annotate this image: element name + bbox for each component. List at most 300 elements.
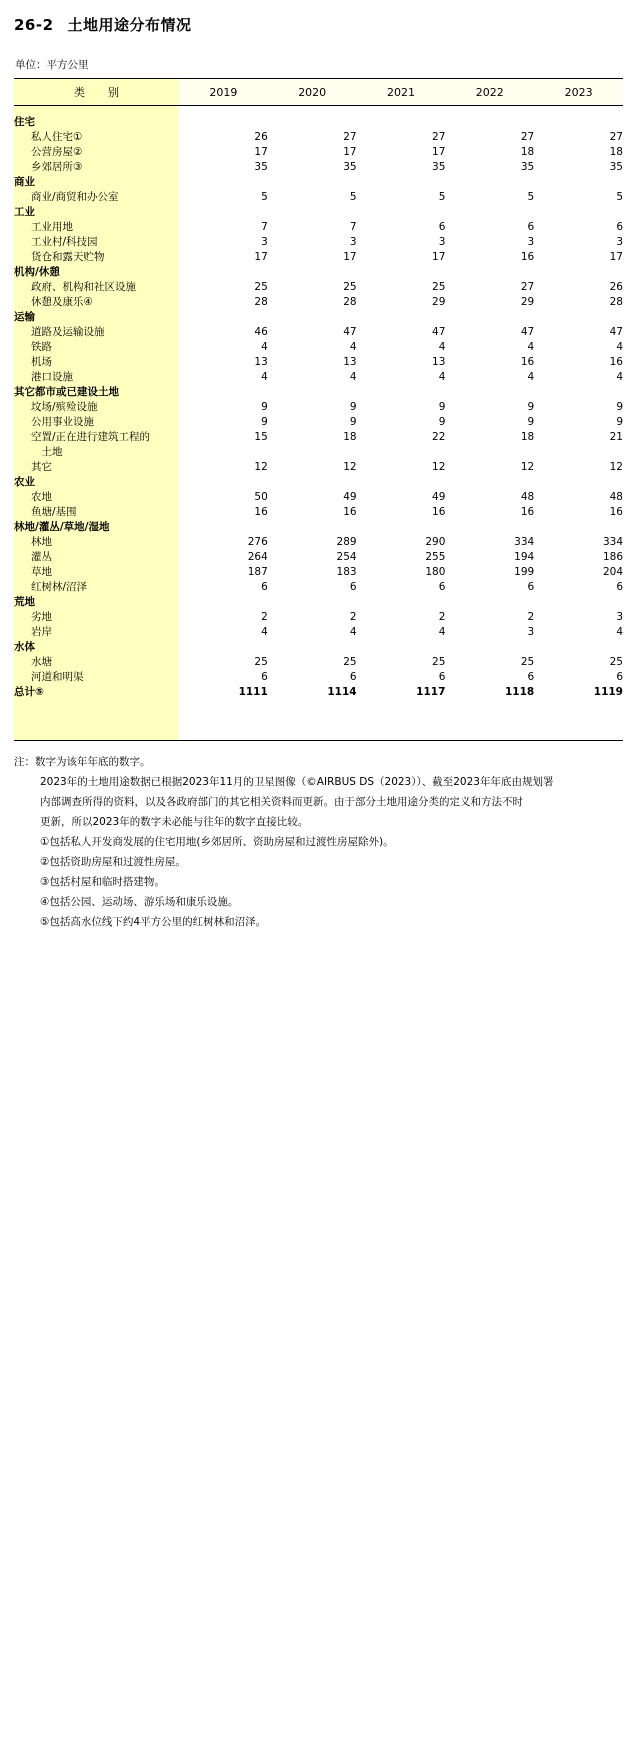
row-label: 鱼塘/基围 [14, 505, 179, 520]
row-group-label: 水体 [14, 640, 179, 655]
row-value [357, 640, 446, 655]
row-value: 12 [179, 460, 268, 475]
row-value: 25 [357, 280, 446, 295]
table-row [14, 145, 623, 160]
row-value: 25 [445, 655, 534, 670]
table-head [14, 79, 623, 106]
row-label: 乡郊居所③ [14, 160, 179, 175]
row-label: 私人住宅① [14, 130, 179, 145]
row-value: 9 [534, 400, 623, 415]
row-group-label: 运输 [14, 310, 179, 325]
table-row [14, 205, 623, 220]
row-value: 27 [534, 130, 623, 145]
row-label: 工业用地 [14, 220, 179, 235]
table-row [14, 565, 623, 580]
row-value: 1117 [357, 685, 446, 700]
row-value: 3 [357, 235, 446, 250]
row-value: 9 [357, 415, 446, 430]
table-row [14, 505, 623, 520]
row-value: 18 [445, 145, 534, 160]
row-value [534, 310, 623, 325]
table-title: 土地用途分布情况 [67, 16, 192, 34]
row-label: 港口设施 [14, 370, 179, 385]
row-value: 50 [179, 490, 268, 505]
table-row [14, 235, 623, 250]
spacer-cell [534, 106, 623, 116]
row-value: 29 [357, 295, 446, 310]
row-value [179, 595, 268, 610]
row-value: 4 [357, 370, 446, 385]
row-label: 公营房屋② [14, 145, 179, 160]
row-value: 13 [357, 355, 446, 370]
row-value: 15 [179, 430, 268, 445]
row-label: 机场 [14, 355, 179, 370]
row-value: 28 [534, 295, 623, 310]
row-value [445, 310, 534, 325]
table-tail-row [14, 700, 623, 740]
row-value: 12 [357, 460, 446, 475]
row-label: 道路及运输设施 [14, 325, 179, 340]
row-value: 28 [179, 295, 268, 310]
row-value: 47 [268, 325, 357, 340]
row-label: 工业村/科技园 [14, 235, 179, 250]
row-value: 6 [445, 670, 534, 685]
table-row [14, 520, 623, 535]
row-value: 18 [445, 430, 534, 445]
row-value: 13 [179, 355, 268, 370]
row-value [268, 310, 357, 325]
row-value: 27 [357, 130, 446, 145]
row-value: 4 [268, 370, 357, 385]
row-value: 17 [179, 145, 268, 160]
row-value [268, 175, 357, 190]
row-value: 25 [357, 655, 446, 670]
row-value [534, 205, 623, 220]
row-group-label: 其它都市或已建设土地 [14, 385, 179, 400]
row-value: 5 [445, 190, 534, 205]
row-value: 5 [357, 190, 446, 205]
row-value: 47 [357, 325, 446, 340]
row-value [357, 445, 446, 460]
row-value: 12 [445, 460, 534, 475]
footnote-line: ①包括私人开发商发展的住宅用地(乡郊居所、资助房屋和过渡性房屋除外)。 [40, 836, 394, 848]
row-value [357, 475, 446, 490]
row-label: 河道和明渠 [14, 670, 179, 685]
table-number: 26-2 [14, 16, 54, 34]
row-value: 18 [534, 145, 623, 160]
row-value: 35 [179, 160, 268, 175]
row-value: 3 [445, 625, 534, 640]
row-value: 180 [357, 565, 446, 580]
row-value: 4 [445, 370, 534, 385]
row-value [445, 115, 534, 130]
table-row [14, 490, 623, 505]
row-value: 17 [268, 250, 357, 265]
row-value [357, 265, 446, 280]
row-value: 16 [357, 505, 446, 520]
row-value: 35 [534, 160, 623, 175]
row-total-label: 总计⑤ [14, 685, 179, 700]
column-header-year: 2023 [534, 79, 623, 106]
row-value: 2 [445, 610, 534, 625]
row-label: 草地 [14, 565, 179, 580]
table-row [14, 295, 623, 310]
row-value: 25 [268, 280, 357, 295]
footnote-line: ⑤包括高水位线下约4平方公里的红树林和沼泽。 [40, 916, 267, 928]
table-row [14, 385, 623, 400]
row-value [268, 265, 357, 280]
spacer-cell [179, 106, 268, 116]
table-row [14, 580, 623, 595]
row-value: 9 [445, 415, 534, 430]
row-value: 16 [179, 505, 268, 520]
column-header-year: 2020 [268, 79, 357, 106]
row-value: 6 [268, 670, 357, 685]
footnote-line: 注：数字为该年年底的数字。 [14, 756, 151, 768]
row-value: 25 [268, 655, 357, 670]
row-value [445, 595, 534, 610]
land-use-table [14, 78, 623, 740]
table-body [14, 106, 623, 741]
table-spacer-row [14, 106, 623, 116]
row-value [357, 205, 446, 220]
table-row [14, 250, 623, 265]
row-value [445, 265, 534, 280]
row-value [445, 205, 534, 220]
table-row [14, 445, 623, 460]
row-value: 334 [445, 535, 534, 550]
row-value: 46 [179, 325, 268, 340]
row-value [534, 640, 623, 655]
row-value [268, 385, 357, 400]
row-value [534, 175, 623, 190]
table-row [14, 655, 623, 670]
row-value: 254 [268, 550, 357, 565]
row-label: 劣地 [14, 610, 179, 625]
row-value: 1119 [534, 685, 623, 700]
table-row [14, 370, 623, 385]
footnote-line: 内部调查所得的资料，以及各政府部门的其它相关资料而更新。由于部分土地用途分类的定义和方法不时 [40, 796, 523, 808]
row-value [179, 265, 268, 280]
row-value: 9 [357, 400, 446, 415]
row-label: 货仓和露天贮物 [14, 250, 179, 265]
row-value: 9 [179, 415, 268, 430]
table-row [14, 310, 623, 325]
row-value [179, 385, 268, 400]
row-value: 35 [445, 160, 534, 175]
row-value [534, 595, 623, 610]
row-value: 6 [357, 580, 446, 595]
page-title [14, 14, 623, 35]
table-row [14, 115, 623, 130]
row-label: 岩岸 [14, 625, 179, 640]
row-value: 17 [534, 250, 623, 265]
row-value: 17 [357, 145, 446, 160]
row-value: 6 [534, 670, 623, 685]
table-bottom-rule [14, 740, 623, 741]
unit-label: 单位：平方公里 [15, 59, 89, 71]
row-value: 1111 [179, 685, 268, 700]
row-value: 7 [179, 220, 268, 235]
row-value: 290 [357, 535, 446, 550]
row-group-label: 机构/休憩 [14, 265, 179, 280]
row-value: 29 [445, 295, 534, 310]
row-value [268, 595, 357, 610]
row-value [268, 520, 357, 535]
row-label: 林地 [14, 535, 179, 550]
row-value [179, 640, 268, 655]
row-value: 4 [445, 340, 534, 355]
row-label: 坟场/殡殓设施 [14, 400, 179, 415]
row-label: 其它 [14, 460, 179, 475]
row-value: 6 [445, 220, 534, 235]
row-value: 9 [534, 415, 623, 430]
table-row [14, 475, 623, 490]
row-value: 9 [179, 400, 268, 415]
row-value: 2 [357, 610, 446, 625]
row-value [268, 475, 357, 490]
row-value [268, 445, 357, 460]
row-value [357, 115, 446, 130]
table-row [14, 640, 623, 655]
row-value [357, 520, 446, 535]
table-row [14, 550, 623, 565]
row-value [179, 520, 268, 535]
row-group-label: 农业 [14, 475, 179, 490]
row-value: 48 [534, 490, 623, 505]
row-label: 空置/正在进行建筑工程的 [14, 430, 179, 445]
table-row [14, 430, 623, 445]
row-value: 25 [534, 655, 623, 670]
table-row [14, 175, 623, 190]
row-value [179, 205, 268, 220]
row-label: 铁路 [14, 340, 179, 355]
column-header-category: 类 别 [14, 79, 179, 106]
tail-cell [534, 700, 623, 740]
row-value [357, 310, 446, 325]
row-value: 4 [179, 340, 268, 355]
row-value: 4 [179, 370, 268, 385]
table-row [14, 220, 623, 235]
row-value: 16 [445, 355, 534, 370]
row-value: 264 [179, 550, 268, 565]
row-value: 17 [357, 250, 446, 265]
row-value [357, 595, 446, 610]
row-value: 49 [268, 490, 357, 505]
row-group-label: 工业 [14, 205, 179, 220]
table-row [14, 160, 623, 175]
row-value: 1114 [268, 685, 357, 700]
row-value: 4 [534, 340, 623, 355]
tail-cell [268, 700, 357, 740]
row-value: 3 [445, 235, 534, 250]
row-value: 5 [534, 190, 623, 205]
row-value: 25 [179, 280, 268, 295]
row-group-label: 林地/灌丛/草地/湿地 [14, 520, 179, 535]
row-value: 276 [179, 535, 268, 550]
row-value: 3 [268, 235, 357, 250]
row-value: 194 [445, 550, 534, 565]
tail-cell [14, 700, 179, 740]
row-value [534, 475, 623, 490]
table-row [14, 415, 623, 430]
table-row [14, 130, 623, 145]
row-value: 6 [179, 670, 268, 685]
row-value: 9 [268, 400, 357, 415]
row-value: 6 [534, 220, 623, 235]
row-value: 183 [268, 565, 357, 580]
row-value [268, 115, 357, 130]
table-row [14, 265, 623, 280]
row-label: 休憩及康乐④ [14, 295, 179, 310]
column-header-year: 2019 [179, 79, 268, 106]
tail-cell [445, 700, 534, 740]
row-value: 25 [179, 655, 268, 670]
row-value: 17 [179, 250, 268, 265]
row-value: 47 [534, 325, 623, 340]
row-value [179, 445, 268, 460]
row-value [534, 445, 623, 460]
footnote-line: ④包括公园、运动场、游乐场和康乐设施。 [40, 896, 239, 908]
row-value: 27 [268, 130, 357, 145]
row-value [445, 640, 534, 655]
row-value: 6 [268, 580, 357, 595]
row-value [534, 115, 623, 130]
row-value [179, 175, 268, 190]
row-value: 16 [268, 505, 357, 520]
row-value: 2 [268, 610, 357, 625]
spacer-cell [268, 106, 357, 116]
row-value: 334 [534, 535, 623, 550]
footnote-line: ③包括村屋和临时搭建物。 [40, 876, 165, 888]
row-value [534, 265, 623, 280]
row-value [534, 520, 623, 535]
table-row [14, 355, 623, 370]
row-value: 48 [445, 490, 534, 505]
row-value [268, 640, 357, 655]
row-value: 9 [268, 415, 357, 430]
row-value: 255 [357, 550, 446, 565]
row-value: 7 [268, 220, 357, 235]
row-value: 26 [179, 130, 268, 145]
row-group-label: 商业 [14, 175, 179, 190]
row-value: 27 [445, 280, 534, 295]
row-value [179, 115, 268, 130]
row-value [357, 175, 446, 190]
spacer-cell [357, 106, 446, 116]
spacer-cell [445, 106, 534, 116]
table-row [14, 625, 623, 640]
column-header-year: 2021 [357, 79, 446, 106]
row-value: 6 [534, 580, 623, 595]
footnote-line: 2023年的土地用途数据已根据2023年11月的卫星图像（©AIRBUS DS（2023））、截至2023年年底由规划署 [40, 776, 554, 788]
row-value [534, 385, 623, 400]
tail-cell [179, 700, 268, 740]
row-value: 18 [268, 430, 357, 445]
row-value: 4 [357, 625, 446, 640]
row-value: 35 [268, 160, 357, 175]
row-value [445, 385, 534, 400]
row-value: 12 [268, 460, 357, 475]
row-label: 土地 [14, 445, 179, 460]
row-value: 6 [445, 580, 534, 595]
row-value: 3 [534, 235, 623, 250]
row-value: 4 [179, 625, 268, 640]
row-label: 政府、机构和社区设施 [14, 280, 179, 295]
row-value: 13 [268, 355, 357, 370]
footnote-line: ②包括资助房屋和过渡性房屋。 [40, 856, 186, 868]
row-value: 6 [357, 220, 446, 235]
row-value: 1118 [445, 685, 534, 700]
row-value: 22 [357, 430, 446, 445]
row-value [445, 445, 534, 460]
footnotes [14, 753, 614, 932]
row-value: 16 [445, 250, 534, 265]
table-row [14, 325, 623, 340]
row-value: 199 [445, 565, 534, 580]
table-row [14, 460, 623, 475]
row-value: 2 [179, 610, 268, 625]
row-value: 47 [445, 325, 534, 340]
row-value: 26 [534, 280, 623, 295]
row-value [445, 520, 534, 535]
row-value: 16 [534, 355, 623, 370]
row-value: 204 [534, 565, 623, 580]
row-label: 灌丛 [14, 550, 179, 565]
row-value: 49 [357, 490, 446, 505]
row-value [445, 475, 534, 490]
row-value: 16 [534, 505, 623, 520]
row-value: 186 [534, 550, 623, 565]
row-value: 17 [268, 145, 357, 160]
row-value: 28 [268, 295, 357, 310]
row-value: 4 [268, 625, 357, 640]
header-row [14, 79, 623, 106]
row-label: 农地 [14, 490, 179, 505]
row-group-label: 住宅 [14, 115, 179, 130]
row-value: 21 [534, 430, 623, 445]
row-value [268, 205, 357, 220]
row-value: 5 [268, 190, 357, 205]
row-value: 187 [179, 565, 268, 580]
row-value: 5 [179, 190, 268, 205]
row-value: 6 [179, 580, 268, 595]
row-label: 商业/商贸和办公室 [14, 190, 179, 205]
row-value [357, 385, 446, 400]
row-value: 289 [268, 535, 357, 550]
row-value: 3 [179, 235, 268, 250]
row-value: 9 [445, 400, 534, 415]
row-value: 27 [445, 130, 534, 145]
row-label: 红树林/沼泽 [14, 580, 179, 595]
row-value [179, 475, 268, 490]
row-value: 6 [357, 670, 446, 685]
column-header-year: 2022 [445, 79, 534, 106]
tail-cell [357, 700, 446, 740]
table-row [14, 340, 623, 355]
footnote-line: 更新，所以2023年的数字未必能与往年的数字直接比较。 [40, 816, 309, 828]
row-value: 35 [357, 160, 446, 175]
table-row [14, 595, 623, 610]
table-row [14, 280, 623, 295]
table-row [14, 685, 623, 700]
row-value: 16 [445, 505, 534, 520]
table-row [14, 670, 623, 685]
row-value: 4 [357, 340, 446, 355]
row-value: 4 [534, 370, 623, 385]
row-value: 4 [534, 625, 623, 640]
row-value: 3 [534, 610, 623, 625]
